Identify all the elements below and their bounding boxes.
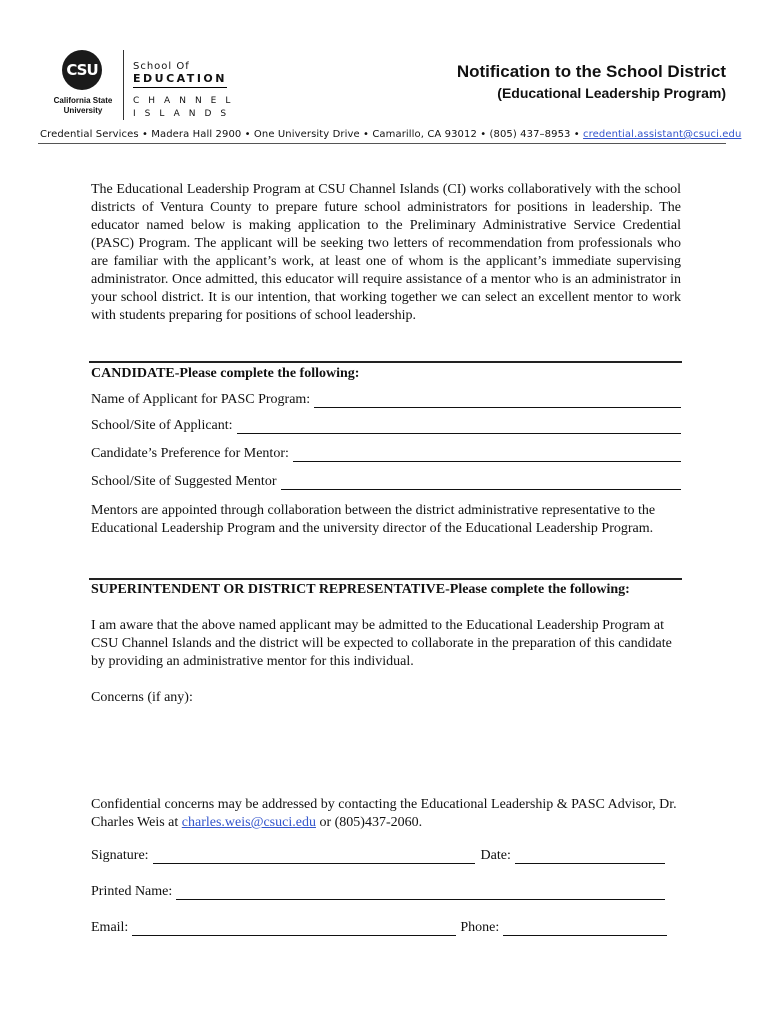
printed-name-row (91, 884, 681, 900)
superintendent-heading: SUPERINTENDENT OR DISTRICT REPRESENTATIVE-Please complete the following: (91, 582, 630, 597)
date-label: Date: (480, 848, 511, 863)
candidate-heading: CANDIDATE-Please complete the following: (91, 366, 360, 381)
document-subtitle: (Educational Leadership Program) (497, 85, 726, 101)
confidential-note: Confidential concerns may be addressed by contacting the Educational Leadership & PASC Advisor, Dr. Charles Weis at charles.weis@csuci.edu or (805)437-2060. (91, 797, 677, 830)
signature-row (91, 848, 681, 864)
applicant-name-label: Name of Applicant for PASC Program: (91, 392, 311, 407)
csu-logo (48, 48, 128, 120)
concerns-label: Concerns (if any): (91, 690, 193, 705)
date-field[interactable] (515, 849, 665, 864)
mentor-note: Mentors are appointed through collaboration between the district administrative representative to the Educational Leadership Program and the university director of the Educational Leadership Program. (91, 503, 656, 536)
mentor-site-field[interactable] (281, 475, 682, 490)
csu-seal-icon: CSU (62, 50, 102, 90)
advisor-email-link[interactable]: charles.weis@csuci.edu (181, 815, 316, 830)
university-name: California State University (53, 96, 113, 115)
credential-email-link[interactable]: credential.assistant@csuci.edu (583, 129, 742, 140)
signature-field[interactable] (153, 849, 475, 864)
contact-line: Credential Services • Madera Hall 2900 • One University Drive • Camarillo, CA 93012 • (805) 437–8953 • credential.assistant@csuci.edu (40, 129, 742, 140)
printed-name-field[interactable] (176, 885, 665, 900)
email-phone-row (91, 920, 681, 936)
signature-label: Signature: (91, 848, 149, 863)
applicant-site-row (91, 418, 681, 434)
logo-divider (123, 50, 124, 120)
superintendent-statement: I am aware that the above named applicant may be admitted to the Educational Leadership Program at CSU Channel Islands and the district will be expected to collaborate in the preparation of this candidate by providing an administrative mentor for this individual. (91, 618, 672, 669)
applicant-name-row (91, 392, 681, 408)
mentor-preference-label: Candidate’s Preference for Mentor: (91, 446, 289, 461)
candidate-section-rule (89, 361, 682, 363)
phone-field[interactable] (503, 921, 667, 936)
school-wordmark: School Of EDUCATION CHANNEL ISLANDS (133, 61, 240, 119)
mentor-preference-field[interactable] (293, 447, 681, 462)
mentor-site-row (91, 474, 681, 490)
applicant-site-field[interactable] (237, 419, 681, 434)
email-field[interactable] (132, 921, 456, 936)
phone-label: Phone: (460, 920, 500, 935)
document-title: Notification to the School District (456, 62, 726, 81)
email-label: Email: (91, 920, 129, 935)
superintendent-section-rule (89, 578, 682, 580)
header-rule (38, 143, 726, 144)
intro-paragraph: The Educational Leadership Program at CSU Channel Islands (CI) works collaboratively with the school districts of Ventura County to prepare future school administrators for positions in leadership. The educator named below is making application to the Preliminary Administrative Service Credential (PASC) Program. The applicant will be seeking two letters of recommendation from professionals who are familiar with the applicant’s work, at least one of whom is the applicant’s immediate supervising administrator. Once admitted, this educator will require assistance of a mentor who is an administrator in your school district. It is our intention, that working together we can select an excellent mentor to work with students preparing for positions of school leadership. (91, 182, 681, 323)
printed-name-label: Printed Name: (91, 884, 173, 899)
applicant-site-label: School/Site of Applicant: (91, 418, 233, 433)
applicant-name-field[interactable] (314, 393, 681, 408)
mentor-preference-row (91, 446, 681, 462)
mentor-site-label: School/Site of Suggested Mentor (91, 474, 277, 489)
